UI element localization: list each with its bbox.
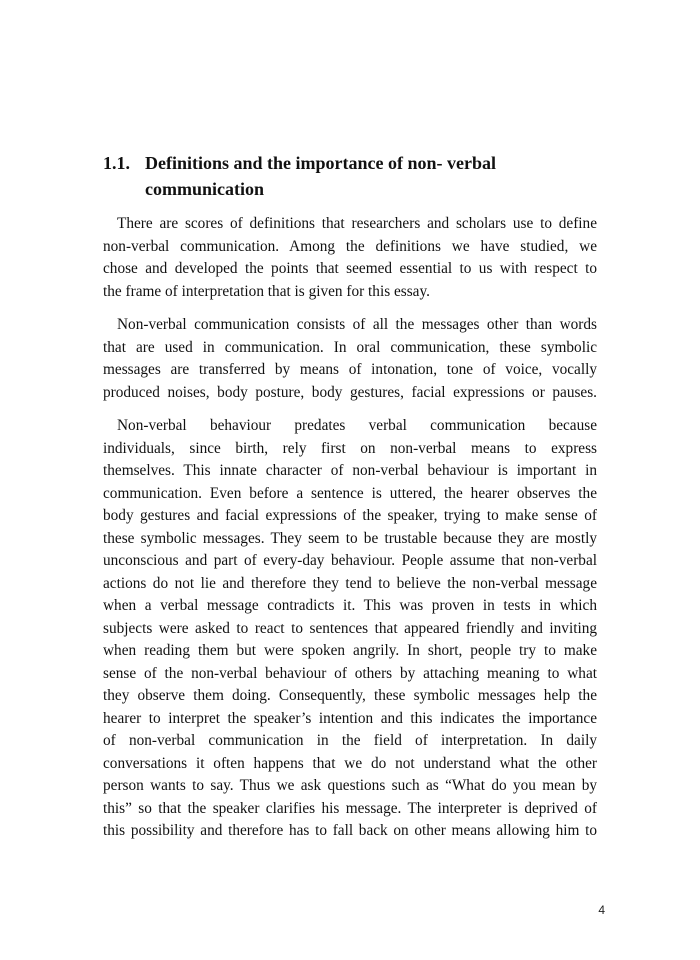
paragraph-composition bbox=[103, 314, 597, 404]
paragraph-line: Non-verbal communication consists of all the messages other than words bbox=[117, 316, 597, 333]
section-title-line-1: Definitions and the importance of non- verbal bbox=[145, 153, 496, 173]
paragraph-line: that are used in communication. In oral communication, these symbolic bbox=[103, 338, 597, 356]
paragraph-line: produced noises, body posture, body gestures, facial expressions or pauses. bbox=[103, 383, 597, 401]
paragraph-line: conversations it often happens that we do not understand what the other bbox=[103, 754, 597, 772]
paragraph-line: this” so that the speaker clarifies his message. The interpreter is deprived of bbox=[103, 799, 597, 817]
paragraph-line: unconscious and part of every-day behaviour. People assume that non-verbal bbox=[103, 552, 597, 569]
paragraph-line: hearer to interpret the speaker’s intention and this indicates the importance bbox=[103, 709, 597, 727]
paragraph-line: this possibility and therefore has to fall back on other means allowing him to bbox=[103, 822, 597, 839]
paragraph-line: sense of the non-verbal behaviour of others by attaching meaning to what bbox=[103, 664, 597, 682]
paragraph-line: subjects were asked to react to sentences that appeared friendly and inviting bbox=[103, 619, 597, 637]
paragraph-line: communication. Even before a sentence is uttered, the hearer observes the bbox=[103, 484, 597, 502]
paragraph-line: messages are transferred by means of intonation, tone of voice, vocally bbox=[103, 361, 597, 378]
page-number: 4 bbox=[598, 903, 605, 917]
section-title-line-2: communication bbox=[145, 179, 264, 199]
paragraph-line: individuals, since birth, rely first on non-verbal means to express bbox=[103, 439, 597, 457]
paragraph-importance bbox=[103, 415, 597, 843]
paragraph-line: when a verbal message contradicts it. This was proven in tests in which bbox=[103, 597, 597, 614]
paragraph-line: the frame of interpretation that is given for this essay. bbox=[103, 282, 430, 300]
paragraph-line: Non-verbal behaviour predates verbal communication because bbox=[117, 417, 597, 434]
paragraph-line: of non-verbal communication in the field of interpretation. In daily bbox=[103, 732, 597, 749]
paragraph-line: they observe them doing. Consequently, these symbolic messages help the bbox=[103, 687, 597, 704]
paragraph-line: these symbolic messages. They seem to be trustable because they are mostly bbox=[103, 529, 597, 547]
paragraph-line: non-verbal communication. Among the definitions we have studied, we bbox=[103, 237, 597, 255]
paragraph-definitions bbox=[103, 213, 597, 303]
paragraph-line: body gestures and facial expressions of the speaker, trying to make sense of bbox=[103, 507, 597, 524]
paragraph-line: person wants to say. Thus we ask questions such as “What do you mean by bbox=[103, 777, 597, 794]
section-number: 1.1. bbox=[103, 153, 130, 173]
paragraph-line: when reading them but were spoken angrily. In short, people try to make bbox=[103, 642, 597, 659]
paragraph-line: chose and developed the points that seemed essential to us with respect to bbox=[103, 260, 597, 277]
section-heading bbox=[103, 150, 603, 202]
section-heading-row bbox=[103, 150, 603, 176]
paragraph-line: actions do not lie and therefore they tend to believe the non-verbal message bbox=[103, 574, 597, 592]
paragraph-line: themselves. This innate character of non-verbal behaviour is important in bbox=[103, 462, 597, 479]
paragraph-line: There are scores of definitions that researchers and scholars use to define bbox=[117, 215, 597, 232]
